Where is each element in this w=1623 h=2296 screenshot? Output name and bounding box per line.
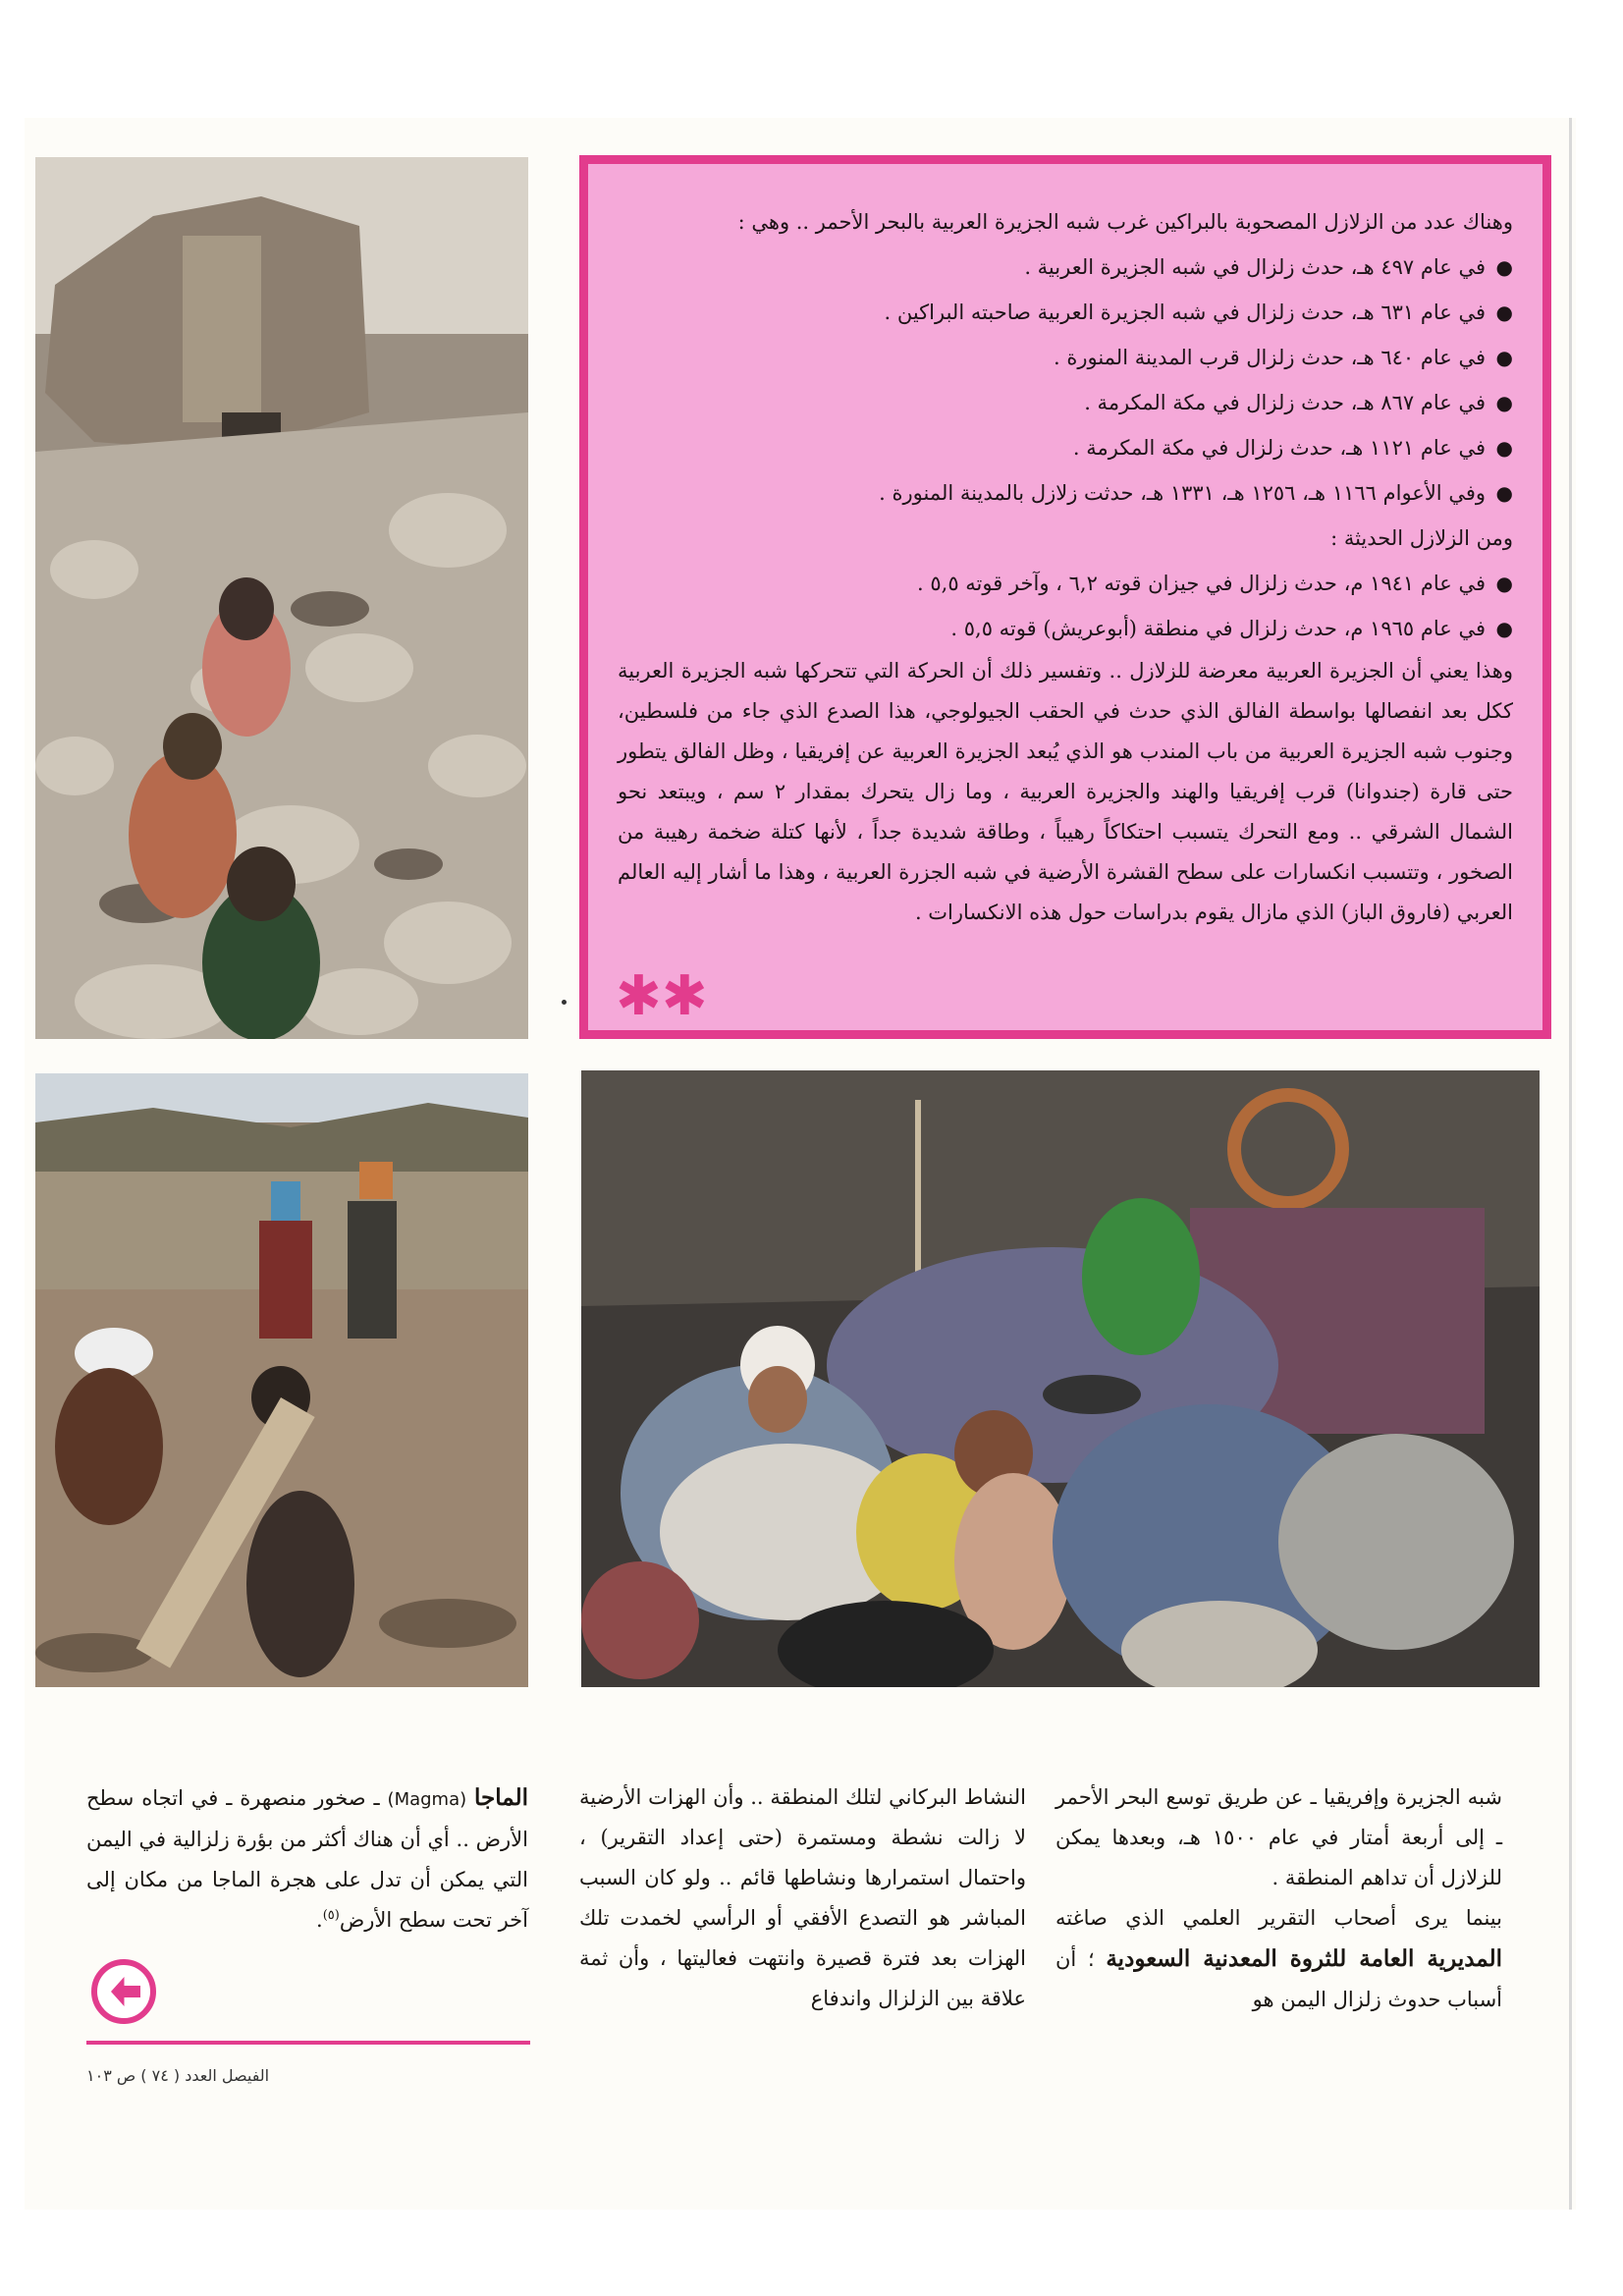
- magma-latin: (Magma): [387, 1789, 467, 1810]
- photo-earthquake-rubble: [35, 157, 528, 1039]
- text-column-right: [1055, 1777, 1502, 2020]
- list-item: ● في عام ٦٣١ هـ، حدث زلزال في شبه الجزيرة العربية صاحبته البراكين .: [618, 290, 1513, 335]
- paragraph-text: بينما يرى أصحاب التقرير العلمي الذي صاغته: [1055, 1906, 1502, 1930]
- list-item: ● في عام ١٩٦٥ م، حدث زلزال في منطقة (أبوعريش) قوته ٥,٥ .: [618, 606, 1513, 651]
- list-item: ● في عام ٤٩٧ هـ، حدث زلزال في شبه الجزيرة العربية .: [618, 245, 1513, 290]
- modern-quakes-heading: ومن الزلازل الحديثة :: [1330, 526, 1513, 550]
- list-item: ● في عام ٦٤٠ هـ، حدث زلزال قرب المدينة المنورة .: [618, 335, 1513, 380]
- paragraph: شبه الجزيرة وإفريقيا ـ عن طريق توسع البحر الأحمر ـ إلى أربعة أمتار في عام ١٥٠٠ هـ، وبعدها يمكن للزلازل أن تداهم المنطقة .: [1055, 1785, 1502, 1889]
- box-body-text: وهذا يعني أن الجزيرة العربية معرضة للزلازل .. وتفسير ذلك أن الحركة التي تتحركها شبه الجزيرة العربية ككل بعد انفصالها بواسطة الفالق الذي حدث في الحقب الجيولوجي، هذا الصدع الذي جاء من فلسطين، وجنوب شبه الجزيرة العربية من باب المندب هو الذي يُبعد الجزيرة العربية عن إفريقيا ، وظل الفالق يتطور حتى قارة (جندوانا) قرب إفريقيا والهند والجزيرة العربية ، وما زال يتحرك بمقدار ٢ سم ، ويبتعد نحو الشمال الشرقي .. ومع التحرك يتسبب احتكاكاً رهيباً ، وطاقة شديدة جداً ، لأنها كتلة ضخمة رهيبة من الصخور ، وتتسبب انكسارات على سطح القشرة الأرضية في شبه الجزرة العربية ، وهذا ما أشار إليه العالم العربي (فاروق الباز) الذي مازال يقوم بدراسات حول هذه الانكسارات .: [618, 659, 1513, 924]
- text-column-left: [86, 1777, 528, 1941]
- paragraph: [86, 1777, 528, 1941]
- divider: [86, 2041, 530, 2045]
- modern-quake-list: [618, 561, 1513, 651]
- page-edge-right: [1569, 118, 1572, 2210]
- asterisk-ornament: ✱✱: [616, 964, 708, 1028]
- paragraph-text: ـ صخور منصهرة ـ في اتجاه سطح الأرض .. أي أن هناك أكثر من بؤرة زلزالية في اليمن التي يمكن أن تدل على هجرة الماجا من مكان إلى آخر تحت سطح الأرض: [86, 1786, 528, 1932]
- box-intro: وهناك عدد من الزلازل المصحوبة بالبراكين غرب شبه الجزيرة العربية بالبحر الأحمر .. وهي :: [737, 210, 1513, 234]
- list-item: ● في عام ٨٦٧ هـ، حدث زلزال في مكة المكرمة .: [618, 380, 1513, 425]
- list-item: ● وفي الأعوام ١١٦٦ هـ، ١٢٥٦ هـ، ١٣٣١ هـ، حدثت زلازل بالمدينة المنورة .: [618, 470, 1513, 516]
- page-footer: الفيصل العدد ( ٧٤ ) ص ١٠٣: [86, 2066, 270, 2085]
- earthquake-history-box: [579, 155, 1551, 1039]
- organization-name: المديرية العامة للثروة المعدنية السعودية: [1106, 1945, 1503, 1972]
- page-turn-arrow-icon: [91, 1959, 156, 2024]
- paragraph-text: ؛ أن أسباب حدوث زلزال اليمن هو: [1055, 1947, 1502, 2011]
- footnote-marker: (٥): [322, 1908, 340, 1923]
- text-column-middle: [579, 1777, 1026, 2019]
- photo-children-carrying-water: [35, 1073, 528, 1687]
- magma-term: الماجا: [474, 1784, 528, 1811]
- paragraph: النشاط البركاني لتلك المنطقة .. وأن الهزات الأرضية لا زالت نشطة ومستمرة (حتى إعداد التقرير) ، واحتمال استمرارها ونشاطها قائم .. ولو كان السبب المباشر هو التصدع الأفقي أو الرأسي لخمدت تلك الهزات بعد فترة قصيرة وانتهت فعاليتها ، وأن ثمة علاقة بين الزلزال واندفاع: [579, 1785, 1026, 2010]
- paragraph: [1055, 1898, 1502, 2020]
- stray-dot: [562, 1000, 567, 1005]
- paragraph-end: .: [316, 1908, 323, 1932]
- historic-quake-list: [618, 245, 1513, 516]
- list-item: ● في عام ١١٢١ هـ، حدث زلزال في مكة المكرمة .: [618, 425, 1513, 470]
- list-item: ● في عام ١٩٤١ م، حدث زلزال في جيزان قوته ٦,٢ ، وآخر قوته ٥,٥ .: [618, 561, 1513, 606]
- photo-family-in-tent: [581, 1070, 1540, 1687]
